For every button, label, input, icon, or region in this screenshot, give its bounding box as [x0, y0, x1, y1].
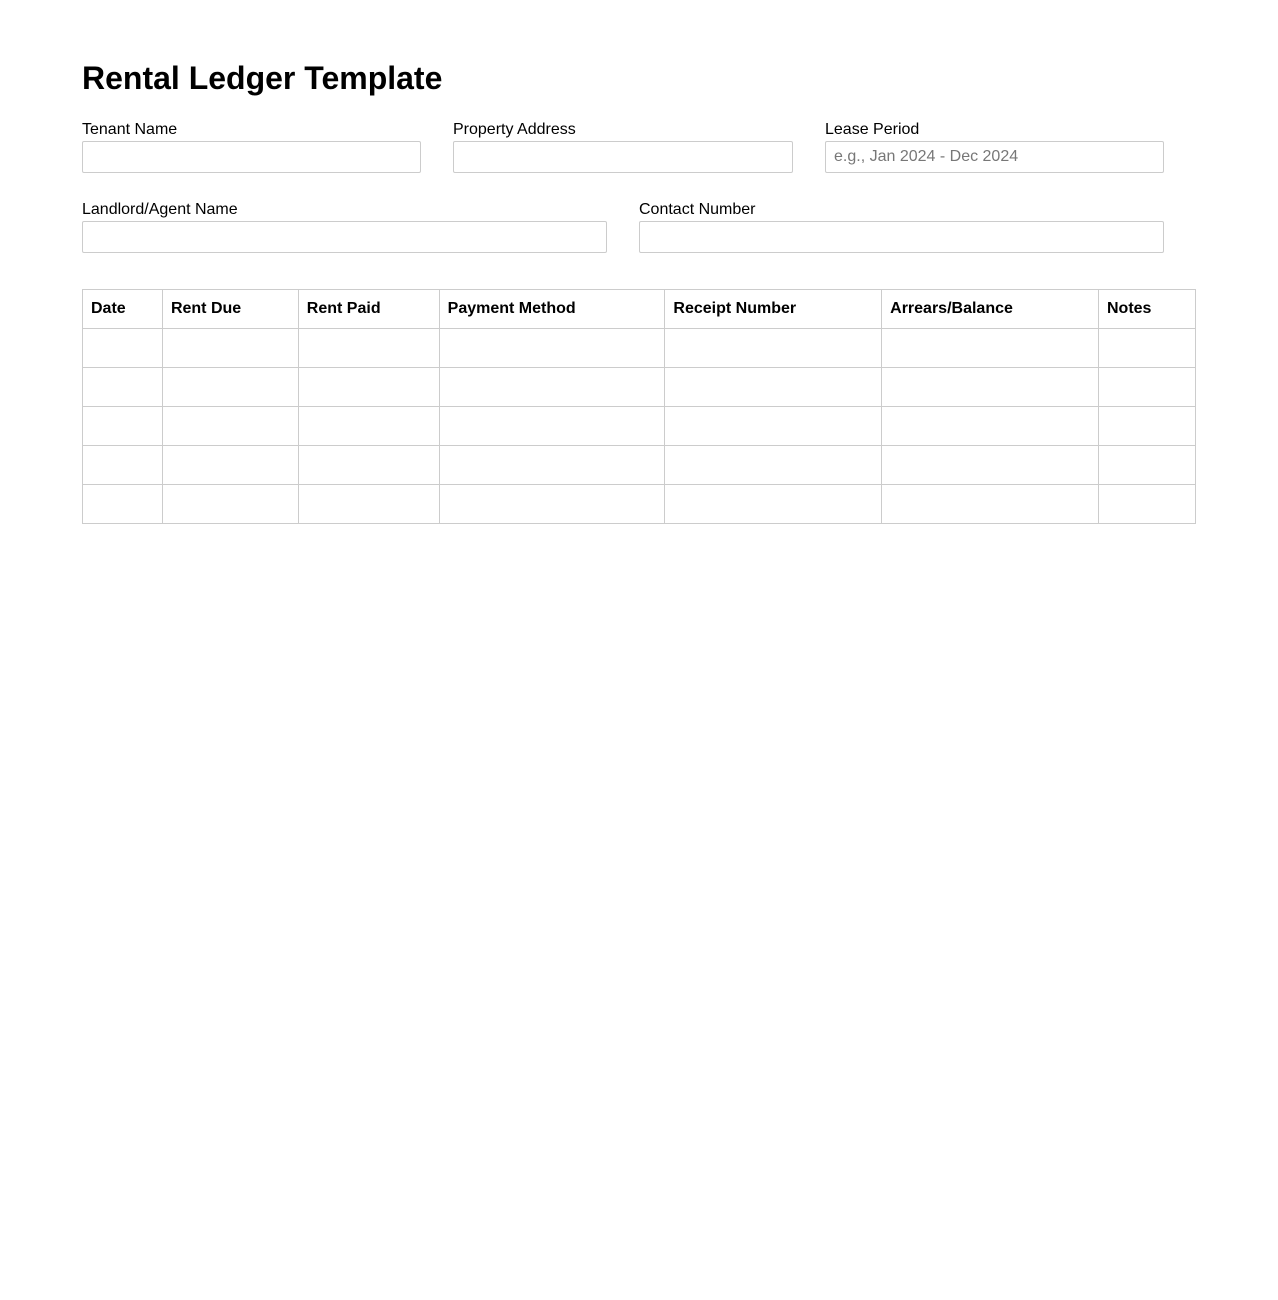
table-cell[interactable]: [162, 407, 298, 446]
table-cell[interactable]: [298, 407, 439, 446]
table-cell[interactable]: [298, 368, 439, 407]
table-cell[interactable]: [882, 485, 1099, 524]
property-address-field: [453, 121, 793, 173]
column-header-receipt-number: Receipt Number: [665, 290, 882, 329]
table-header-row: [83, 290, 1196, 329]
table-row: [83, 446, 1196, 485]
property-address-input[interactable]: [453, 141, 793, 173]
column-header-notes: Notes: [1099, 290, 1196, 329]
table-cell[interactable]: [1099, 368, 1196, 407]
table-cell[interactable]: [882, 446, 1099, 485]
property-address-label: Property Address: [453, 121, 576, 138]
table-cell[interactable]: [298, 446, 439, 485]
table-cell[interactable]: [1099, 446, 1196, 485]
table-cell[interactable]: [83, 485, 163, 524]
table-cell[interactable]: [882, 407, 1099, 446]
table-cell[interactable]: [665, 329, 882, 368]
table-cell[interactable]: [665, 485, 882, 524]
table-cell[interactable]: [162, 368, 298, 407]
table-cell[interactable]: [439, 446, 665, 485]
tenant-name-input[interactable]: [82, 141, 421, 173]
table-cell[interactable]: [298, 329, 439, 368]
table-cell[interactable]: [439, 329, 665, 368]
table-cell[interactable]: [83, 446, 163, 485]
table-cell[interactable]: [439, 407, 665, 446]
table-cell[interactable]: [83, 368, 163, 407]
lease-period-label: Lease Period: [825, 121, 920, 138]
lease-period-input[interactable]: [825, 141, 1164, 173]
table-cell[interactable]: [665, 446, 882, 485]
table-cell[interactable]: [665, 368, 882, 407]
table-cell[interactable]: [83, 329, 163, 368]
ledger-table: [82, 289, 1196, 524]
table-cell[interactable]: [439, 368, 665, 407]
landlord-name-input[interactable]: [82, 221, 607, 253]
table-cell[interactable]: [439, 485, 665, 524]
table-cell[interactable]: [162, 485, 298, 524]
landlord-name-field: [82, 201, 607, 253]
contact-number-input[interactable]: [639, 221, 1164, 253]
contact-number-field: [639, 201, 1164, 253]
table-row: [83, 485, 1196, 524]
column-header-date: Date: [83, 290, 163, 329]
lease-period-field: [825, 121, 1164, 173]
table-cell[interactable]: [1099, 485, 1196, 524]
table-cell[interactable]: [882, 329, 1099, 368]
table-cell[interactable]: [83, 407, 163, 446]
table-cell[interactable]: [162, 329, 298, 368]
table-cell[interactable]: [882, 368, 1099, 407]
column-header-rent-paid: Rent Paid: [298, 290, 439, 329]
table-row: [83, 329, 1196, 368]
table-row: [83, 368, 1196, 407]
page-title: Rental Ledger Template: [82, 60, 443, 96]
column-header-rent-due: Rent Due: [162, 290, 298, 329]
tenant-name-label: Tenant Name: [82, 121, 178, 138]
tenant-name-field: [82, 121, 421, 173]
table-cell[interactable]: [1099, 407, 1196, 446]
table-cell[interactable]: [665, 407, 882, 446]
table-cell[interactable]: [298, 485, 439, 524]
column-header-arrears-balance: Arrears/Balance: [882, 290, 1099, 329]
table-cell[interactable]: [162, 446, 298, 485]
column-header-payment-method: Payment Method: [439, 290, 665, 329]
table-cell[interactable]: [1099, 329, 1196, 368]
contact-number-label: Contact Number: [639, 201, 756, 218]
table-row: [83, 407, 1196, 446]
landlord-name-label: Landlord/Agent Name: [82, 201, 238, 218]
